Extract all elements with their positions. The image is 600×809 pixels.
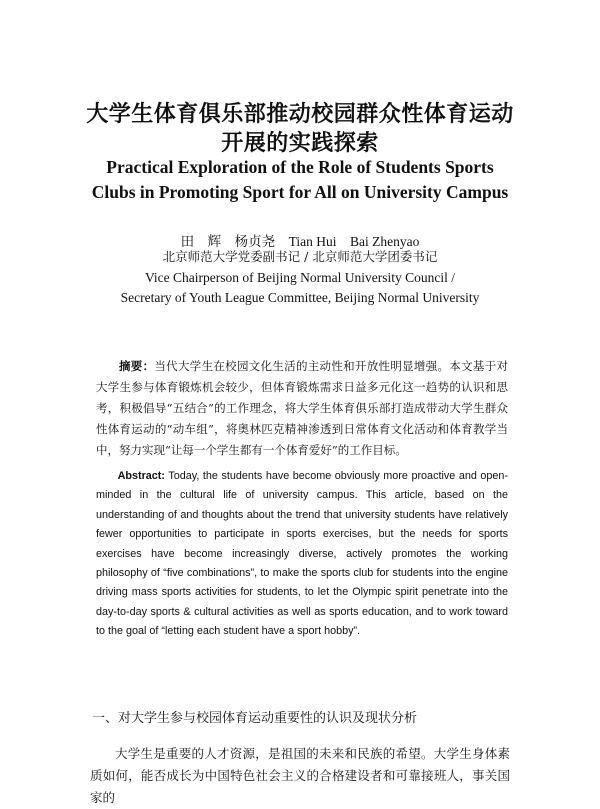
title-chinese-line-2: 开展的实践探索 <box>221 130 379 156</box>
abstract-chinese <box>96 356 508 461</box>
abstract-chinese-label: 摘要： <box>119 359 155 373</box>
abstract-english <box>96 467 508 642</box>
abstract-chinese-text: 当代大学生在校园文化生活的主动性和开放性明显增强。本文基于对大学生参与体育锻炼机会较少，但体育锻炼需求日益多元化这一趋势的认识和思考，积极倡导“五结合”的工作理念，将大学生体育俱乐部打造成带动大学生群众性体育运动的“动车组”，将奥林匹克精神渗透到日常体育文化活动和体育教学当中，努力实现“让每一个学生都有一个体育爱好”的工作目标。 <box>96 359 508 457</box>
author-line: 田 辉 杨贞尧 Tian Hui Bai Zhenyao <box>180 234 420 249</box>
title-english <box>0 155 600 205</box>
section-heading: 一、对大学生参与校园体育运动重要性的认识及现状分析 <box>92 711 418 726</box>
affiliation-english-line-1: Vice Chairperson of Beijing Normal University Council / <box>144 270 455 285</box>
affiliation-english <box>0 268 600 308</box>
affiliation-chinese: 北京师范大学党委副书记 / 北京师范大学团委书记 <box>162 249 438 264</box>
title-english-line-1: Practical Exploration of the Role of Students Sports <box>106 157 494 177</box>
body-paragraph: 大学生是重要的人才资源，是祖国的未来和民族的希望。大学生身体素质如何，能否成长为中国特色社会主义的合格建设者和可靠接班人，事关国家的 <box>90 746 510 805</box>
abstract-english-label: Abstract: <box>117 470 165 482</box>
title-chinese-line-1: 大学生体育俱乐部推动校园群众性体育运动 <box>86 101 514 127</box>
title-english-line-2: Clubs in Promoting Sport for All on University Campus <box>91 182 509 202</box>
abstract-english-text: Today, the students have become obviously more proactive and open-minded in the cultural life of university campus. This article, based on the understanding of and thoughts about the trend that university students have relatively fewer opportunities to participate in sports exercises, but the needs for sports exercises have become increasingly diverse, actively promotes the working philosophy of “five combinations”, to make the sports club for students into the engine driving mass sports activities for students, to let the Olympic spirit penetrate into the day-to-day sports & cultural activities as well as sports education, and to work toward to the goal of “letting each student have a sport hobby”. <box>96 470 508 638</box>
title-chinese <box>0 100 600 158</box>
affiliation-english-line-2: Secretary of Youth League Committee, Beijing Normal University <box>120 290 480 305</box>
